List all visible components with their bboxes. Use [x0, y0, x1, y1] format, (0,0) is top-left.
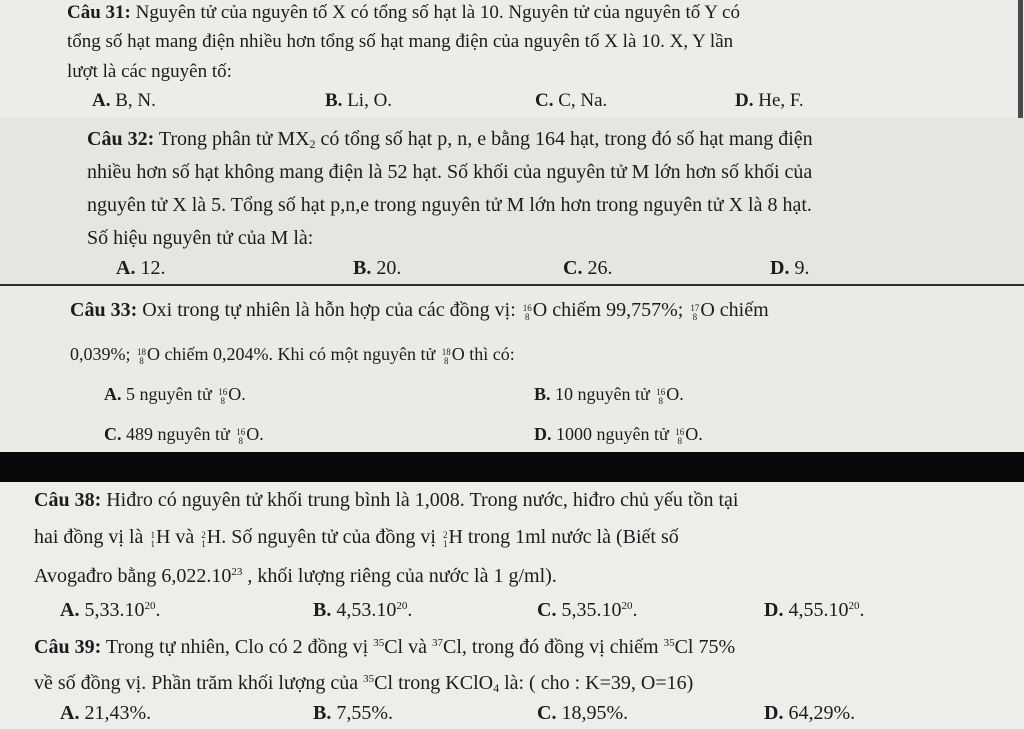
q31-line-3: lượt là các nguyên tố:	[67, 61, 232, 82]
isotope-o18: 18 8	[137, 347, 146, 366]
q31-line-2: tổng số hạt mang điện nhiều hơn tổng số hạt mang điện của nguyên tố X là 10. X, Y lần	[67, 31, 734, 52]
q39-label: Câu 39:	[34, 636, 102, 658]
q38-label: Câu 38:	[34, 489, 102, 511]
q32-label: Câu 32:	[87, 128, 155, 150]
isotope-o17: 17 8	[690, 303, 700, 322]
q32-line-2: nhiều hơn số hạt không mang điện là 52 hạt. Số khối của nguyên tử M lớn hơn số khối của	[87, 161, 813, 183]
q39-line-1: Câu 39: Trong tự nhiên, Clo có 2 đồng vị $^{35}$Cl và $^{37}$Cl, trong đó đồng vị chiếm $^{35}$Cl 75%	[34, 636, 736, 658]
isotope-h2-b: 2 1	[442, 530, 448, 549]
q38-option-d: D. 4,55.10$^{20}$.	[764, 599, 865, 621]
q32-option-d: D. 9.	[770, 257, 810, 279]
q31-option-b: B. Li, O.	[325, 90, 393, 111]
q38-option-a: A. 5,33.10$^{20}$.	[60, 599, 161, 621]
black-separator-bar	[0, 452, 1024, 482]
q33-option-c: C. 489 nguyên tử 16 8 O.	[104, 424, 264, 446]
q32-option-a: A. 12.	[116, 257, 166, 279]
question-32-block	[0, 118, 1024, 286]
q32-line-4: Số hiệu nguyên tử của M là:	[87, 227, 314, 249]
isotope-o18-b: 18 8	[441, 347, 451, 366]
isotope-h2: 2 1	[201, 530, 206, 549]
q33-option-d: D. 1000 nguyên tử 16 8 O.	[534, 424, 703, 446]
q39-option-b: B. 7,55%.	[313, 702, 394, 724]
question-31-block	[0, 0, 1024, 118]
questions-38-39-block	[0, 482, 1024, 729]
question-33-block	[0, 286, 1024, 452]
q39-option-a: A. 21,43%.	[60, 702, 152, 724]
q33-line-2: 0,039%; 18 8 O chiếm 0,204%. Khi có một nguyên tử 18 8 O thì có:	[70, 344, 515, 366]
isotope-o16: 16 8	[522, 303, 532, 322]
q31-line-1: Câu 31: Nguyên tử của nguyên tố X có tổng số hạt là 10. Nguyên tử của nguyên tố Y có	[67, 2, 740, 23]
q33-option-b: B. 10 nguyên tử 16 8 O.	[534, 384, 684, 406]
q39-option-c: C. 18,95%.	[537, 702, 629, 724]
q38-option-b: B. 4,53.10$^{20}$.	[313, 599, 413, 621]
q38-option-c: C. 5,35.10$^{20}$.	[537, 599, 638, 621]
q39-option-d: D. 64,29%.	[764, 702, 856, 724]
q33-label: Câu 33:	[70, 299, 138, 321]
q38-line-2: hai đồng vị là 1 1 H và 2 1 H. Số nguyên tử của đồng vị 2 1 H trong 1ml nước là (Biết số	[34, 526, 679, 549]
q31-option-c: C. C, Na.	[535, 90, 608, 111]
q32-option-c: C. 26.	[563, 257, 613, 279]
q31-option-d: D. He, F.	[735, 90, 804, 111]
q39-line-2: về số đồng vị. Phần trăm khối lượng của $^{35}$Cl trong KClO$_4$ là: ( cho : K=39, O=16)	[34, 672, 694, 695]
q38-line-1: Câu 38: Hiđro có nguyên tử khối trung bình là 1,008. Trong nước, hiđro chủ yếu tồn tại	[34, 489, 739, 511]
q31-option-a: A. B, N.	[92, 90, 156, 111]
q32-line-1: Câu 32: Trong phân tử $MX_2$ có tổng số hạt p, n, e bằng 164 hạt, trong đó số hạt mang điện	[87, 128, 813, 151]
q33-option-a: A. 5 nguyên tử 16 8 O.	[104, 384, 246, 406]
q31-label: Câu 31:	[67, 2, 131, 23]
q33-line-1: Câu 33: Oxi trong tự nhiên là hỗn hợp của các đồng vị: 16 8 O chiếm 99,757%; 17 8 O chiếm	[70, 299, 769, 322]
page-edge-shadow	[1018, 0, 1023, 118]
q32-option-b: B. 20.	[353, 257, 402, 279]
q38-line-3: Avogađro bằng 6,022.10$^{23}$ , khối lượng riêng của nước là 1 g/ml).	[34, 565, 557, 587]
isotope-h1: 1 1	[150, 530, 155, 549]
q32-line-3: nguyên tử X là 5. Tổng số hạt p,n,e trong nguyên tử M lớn hơn trong nguyên tử X là 8 hạt.	[87, 194, 812, 216]
